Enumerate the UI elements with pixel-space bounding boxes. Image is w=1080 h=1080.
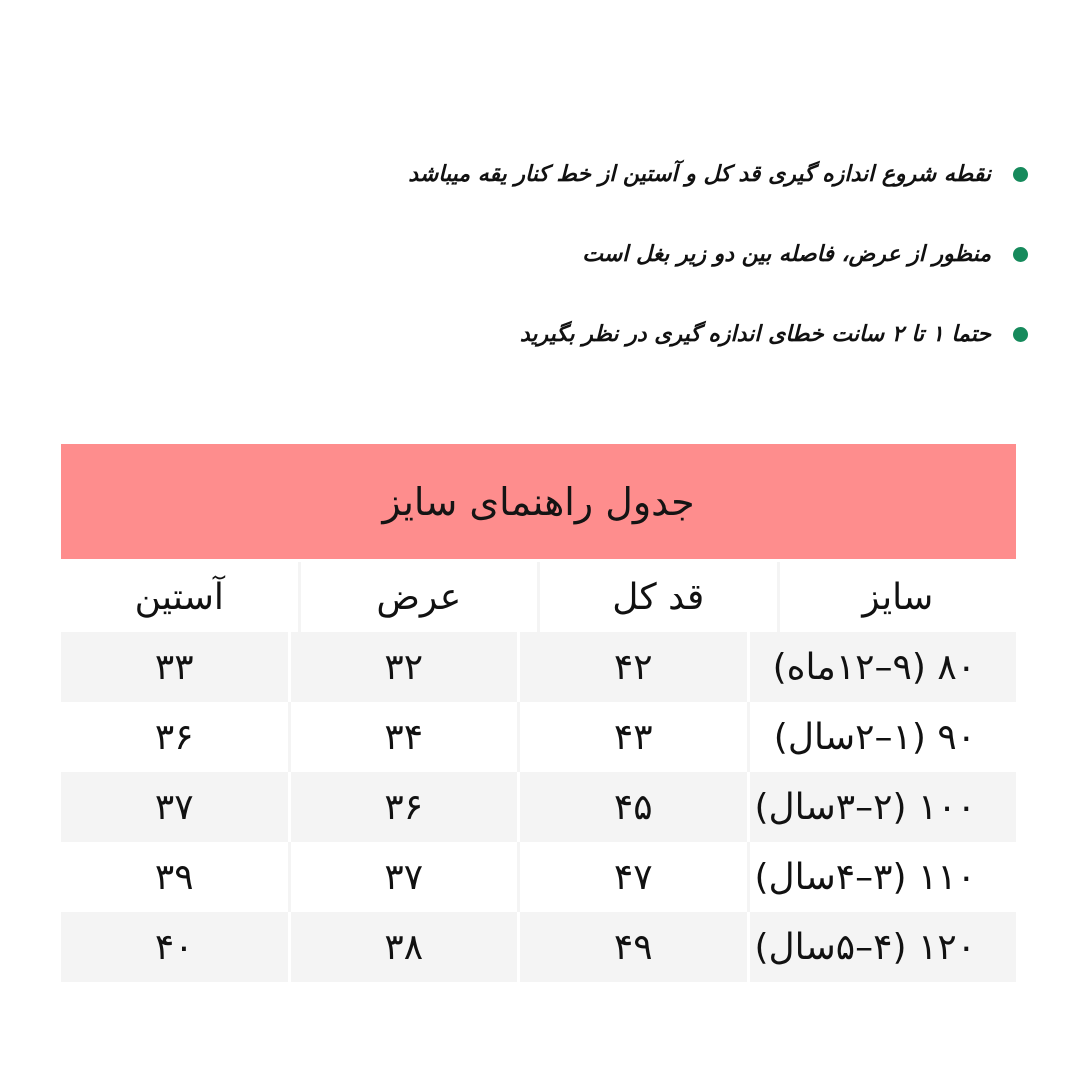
table-title: جدول راهنمای سایز <box>61 444 1016 559</box>
header-total-length: قد کل <box>537 562 777 632</box>
measurement-notes <box>328 150 1028 390</box>
note-text: حتما ۱ تا ۲ سانت خطای اندازه گیری در نظر بگیرید <box>519 321 991 347</box>
cell-width: ۳۷ <box>288 842 518 912</box>
cell-size: ۱۱۰ (۳–۴سال) <box>747 842 1017 912</box>
cell-size: ۹۰ (۱–۲سال) <box>747 702 1017 772</box>
cell-total-length: ۴۲ <box>517 632 747 702</box>
bullet-dot-icon <box>1013 247 1028 262</box>
cell-total-length: ۴۷ <box>517 842 747 912</box>
cell-sleeve: ۳۷ <box>154 786 194 828</box>
cell-sleeve: ۳۹ <box>154 856 194 898</box>
bullet-dot-icon <box>1013 327 1028 342</box>
note-item <box>328 310 1028 358</box>
cell-width: ۳۶ <box>288 772 518 842</box>
header-sleeve: آستین <box>134 576 224 618</box>
header-width: عرض <box>298 562 538 632</box>
cell-total-length: ۴۵ <box>517 772 747 842</box>
cell-total-length: ۴۹ <box>517 912 747 982</box>
cell-size: ۸۰ (۹–۱۲ماه) <box>747 632 1017 702</box>
note-item <box>328 150 1028 198</box>
table-row <box>61 912 1016 982</box>
cell-width: ۳۲ <box>288 632 518 702</box>
cell-width: ۳۸ <box>288 912 518 982</box>
table-header-row <box>61 562 1016 632</box>
bullet-dot-icon <box>1013 167 1028 182</box>
table-row <box>61 772 1016 842</box>
note-text: نقطه شروع اندازه گیری قد کل و آستین از خط کنار یقه میباشد <box>408 161 991 187</box>
note-text: منظور از عرض، فاصله بین دو زیر بغل است <box>582 241 991 267</box>
table-row <box>61 842 1016 912</box>
cell-total-length: ۴۳ <box>517 702 747 772</box>
table-row <box>61 632 1016 702</box>
size-guide-table <box>61 444 1016 982</box>
note-item <box>328 230 1028 278</box>
header-size: سایز <box>777 562 1017 632</box>
cell-sleeve: ۳۳ <box>154 646 194 688</box>
cell-sleeve: ۴۰ <box>154 926 194 968</box>
table-row <box>61 702 1016 772</box>
cell-width: ۳۴ <box>288 702 518 772</box>
cell-size: ۱۲۰ (۴–۵سال) <box>747 912 1017 982</box>
cell-size: ۱۰۰ (۲–۳سال) <box>747 772 1017 842</box>
cell-sleeve: ۳۶ <box>154 716 194 758</box>
